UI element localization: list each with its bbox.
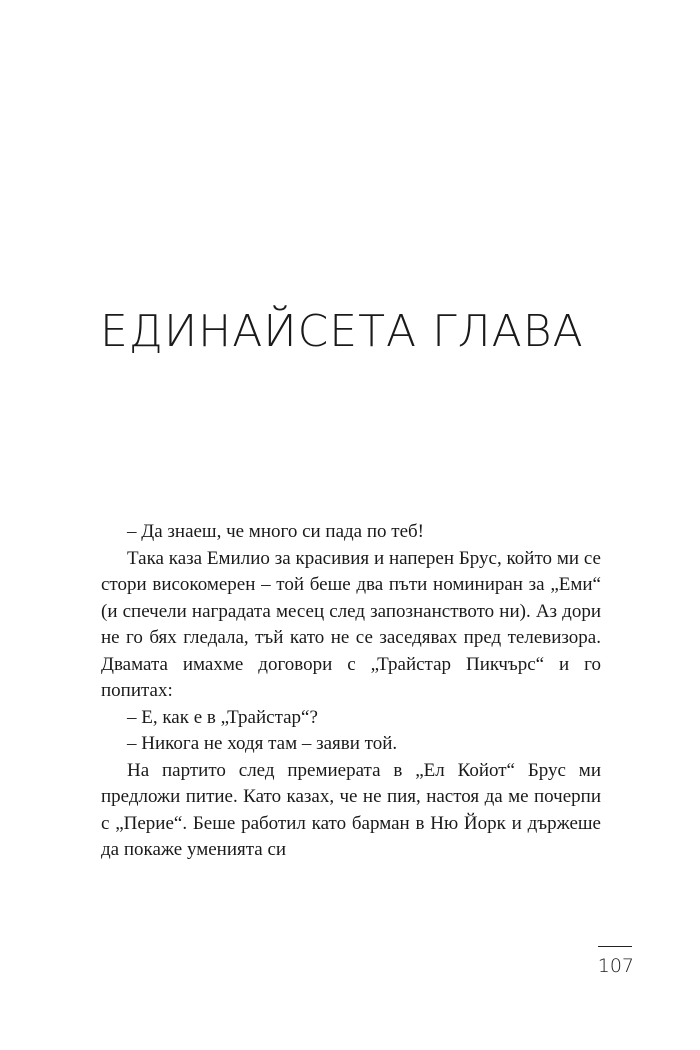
- paragraph-3: – Е, как е в „Трайстар“?: [127, 706, 318, 728]
- paragraph-1: – Да знаеш, че много си пада по теб!: [127, 521, 425, 542]
- page-number-rule: [598, 946, 632, 947]
- page-number: 107: [597, 955, 634, 977]
- chapter-body: [101, 519, 601, 864]
- chapter-title: ЕДИНАЙСЕТА ГЛАВА: [100, 306, 584, 357]
- paragraph-2: Така каза Емилио за красивия и наперен Брус, който ми се стори високомерен – той беше два пъти номиниран за „Еми“ (и спечели наградата месец след запознанството ни). Аз дори не го бях гледала, тъй като не се заседявах пред телевизора. Двамата имахме договори с „Трайстар Пикчърс“ и го попитах:: [101, 547, 601, 701]
- paragraph-5: На партито след премиерата в „Ел Койот“ Брус ми предложи питие. Като казах, че не пия, настоя да ме почерпи с „Перие“. Беше работил като барман в Ню Йорк и държеше да покаже уменията си: [101, 759, 601, 860]
- paragraph-4: – Никога не ходя там – заяви той.: [127, 733, 398, 754]
